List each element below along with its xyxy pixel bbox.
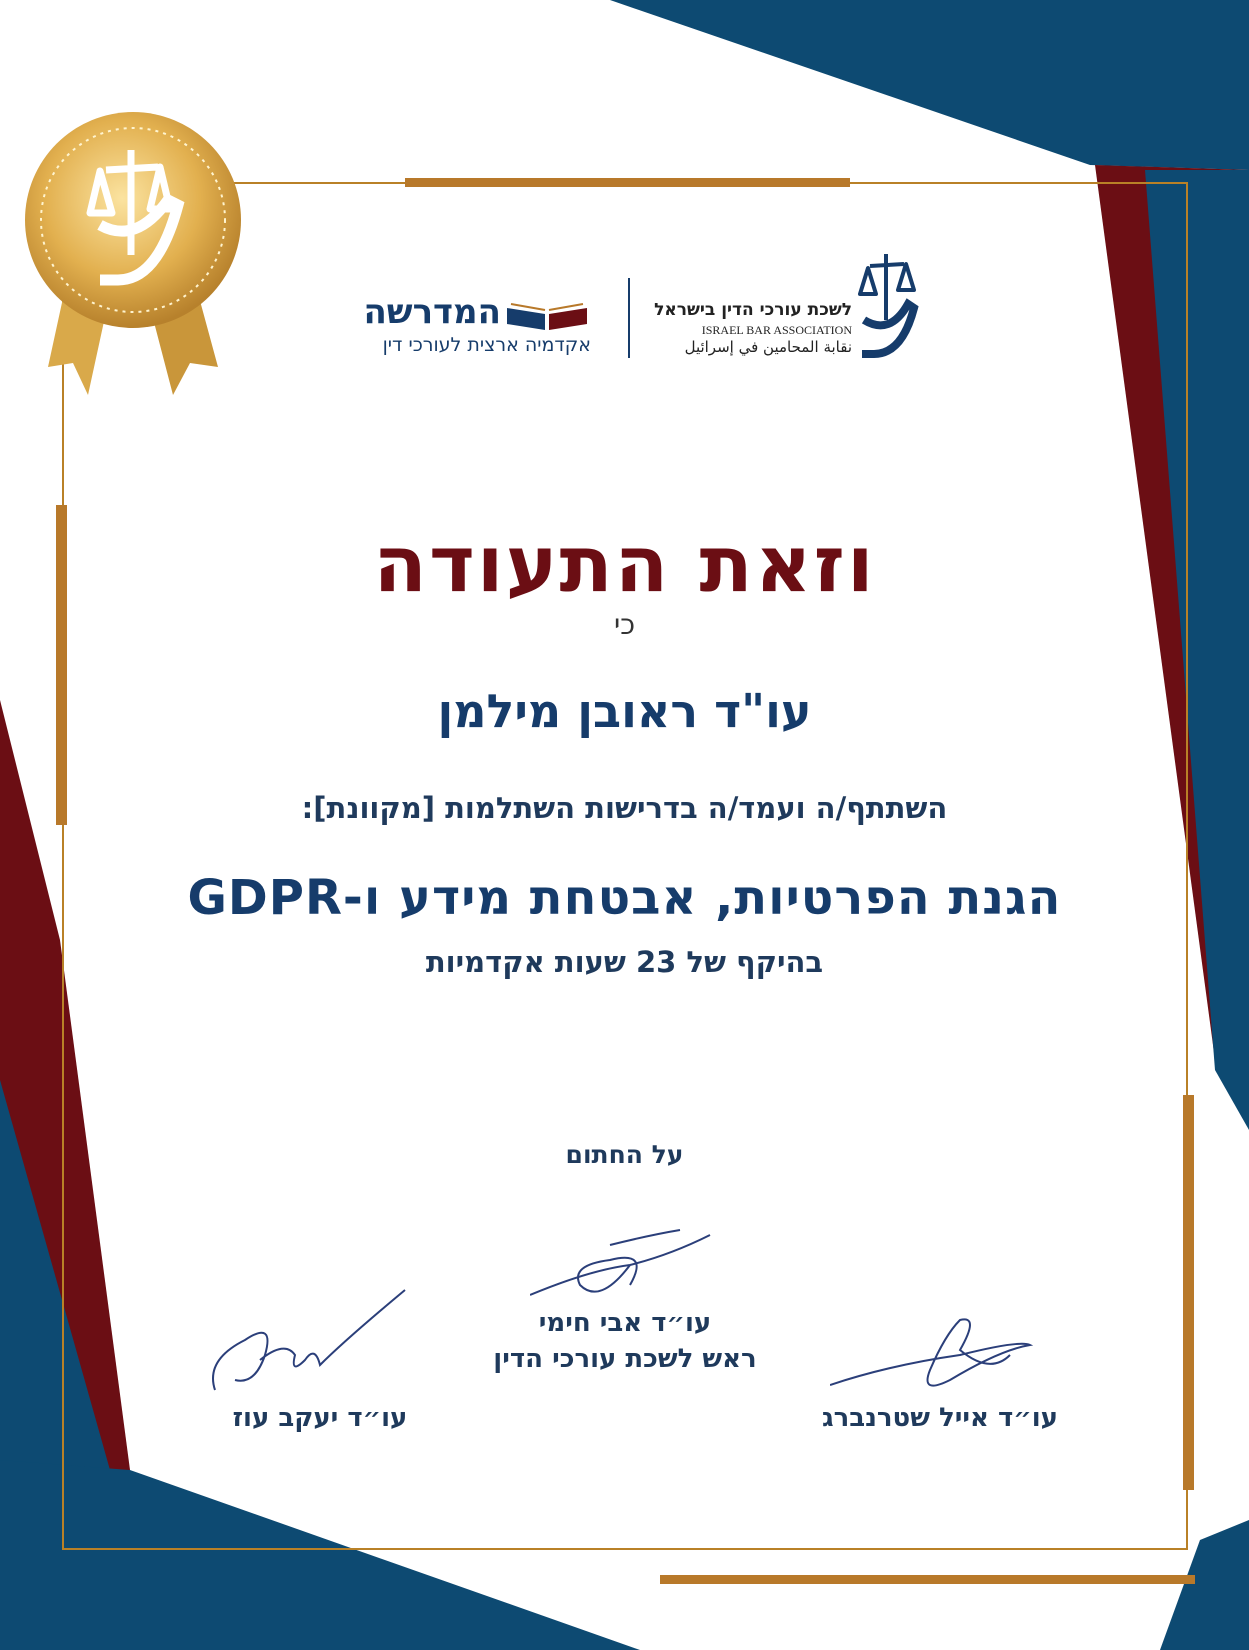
top-gold-bar: [405, 178, 850, 187]
signatory-right: [800, 1400, 1080, 1436]
signatory-right-name: עו״ד אייל שטרנברג: [822, 1403, 1058, 1433]
certificate-ki: כי: [613, 608, 636, 641]
signatory-left: [190, 1400, 450, 1436]
course-scope: בהיקף של 23 שעות אקדמיות: [425, 945, 824, 979]
certificate-title: וזאת התעודה: [373, 520, 876, 610]
bar-logo-english: ISRAEL BAR ASSOCIATION: [701, 323, 852, 337]
scales-of-justice-icon: [856, 250, 920, 358]
midrasha-logo-sub: אקדמיה ארצית לעורכי דין: [382, 334, 591, 356]
signatory-center-name: עו״ד אבי חימי: [538, 1308, 712, 1338]
bar-logo-arabic: نقابة المحامين في إسرائيل: [684, 338, 852, 356]
bar-logo-hebrew: לשכת עורכי הדין בישראל: [654, 300, 852, 320]
signature-left: [205, 1280, 425, 1400]
participation-statement: השתתף/ה ועמד/ה בדרישות השתלמות [מקוונת]:: [301, 791, 948, 825]
gold-seal-icon: [18, 105, 248, 405]
logo-divider: [628, 278, 630, 358]
book-icon: [503, 300, 591, 332]
recipient-name: עו"ד ראובן מילמן: [437, 684, 812, 738]
signatory-center: [455, 1305, 795, 1377]
signatory-left-name: עו״ד יעקב עוז: [232, 1403, 408, 1433]
signatory-center-role: ראש לשכת עורכי הדין: [493, 1344, 757, 1374]
bottom-gold-bar: [660, 1575, 1195, 1584]
midrasha-logo: [336, 292, 591, 362]
signature-right: [830, 1310, 1050, 1400]
midrasha-logo-name: המדרשה: [363, 292, 501, 332]
bar-association-logo: [654, 250, 920, 360]
course-title: הגנת הפרטיות, אבטחת מידע ו-GDPR: [187, 870, 1062, 926]
signed-by-label: על החתום: [565, 1140, 684, 1169]
top-right-navy-shape: [610, 0, 1249, 170]
signature-center: [530, 1225, 730, 1305]
